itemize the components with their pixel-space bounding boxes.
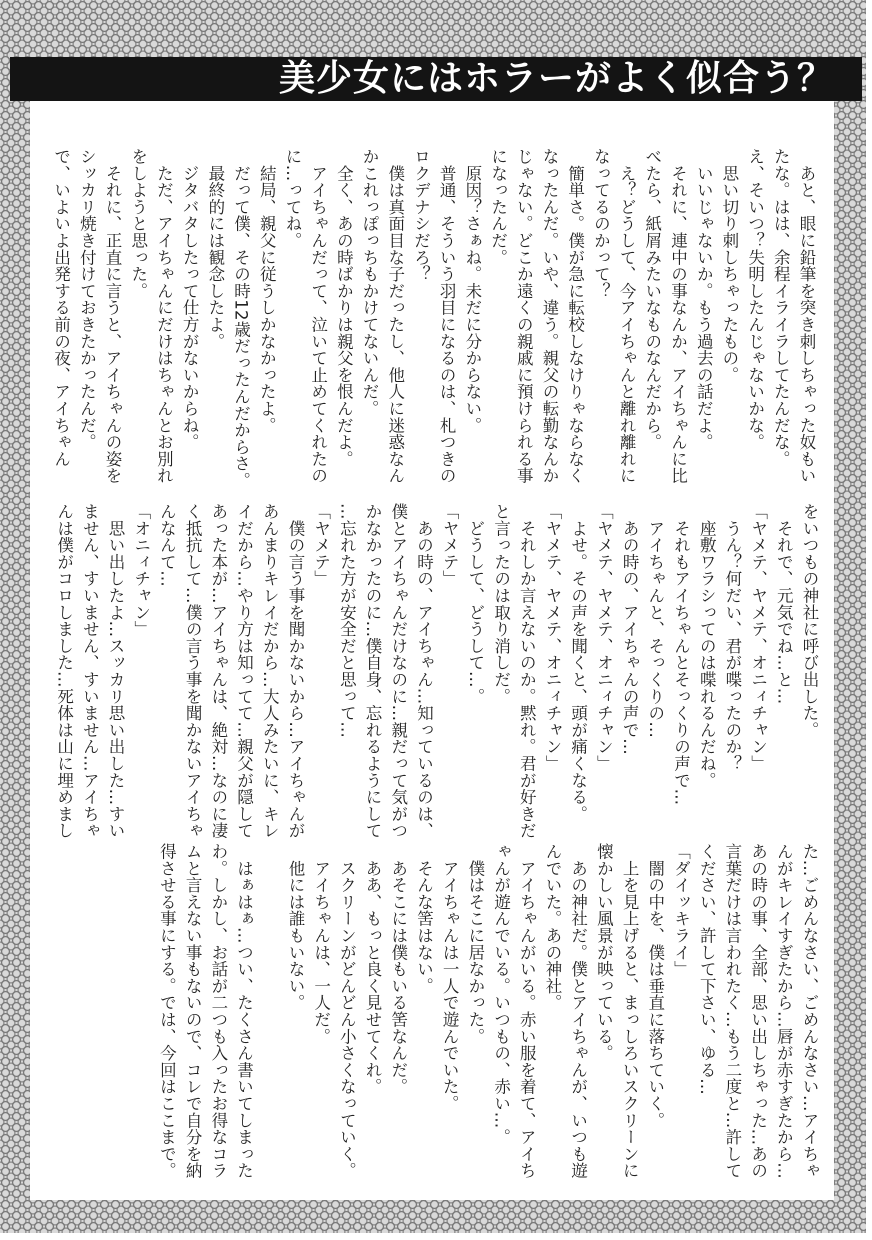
text-line: あの時の、アイちゃん…知っているのは、 bbox=[414, 503, 434, 839]
text-line: あの時の、アイちゃんの声で… bbox=[620, 503, 640, 755]
text-line: あんまりキレイだから…大人みたいに、キレ bbox=[260, 503, 280, 839]
text-line: え？どうして、今アイちゃんと離れ離れに bbox=[617, 148, 637, 484]
text-line: 「ダイッキライ」 bbox=[671, 843, 691, 978]
text-line: アイちゃんだって、泣いて止めてくれたの bbox=[308, 148, 328, 484]
text-line: それで、元気でね…と… bbox=[774, 503, 794, 705]
text-line: それに、連中の事なんか、アイちゃんに比 bbox=[668, 148, 688, 484]
text-line: 他には誰もいない。 bbox=[285, 843, 305, 1011]
text-line: それに、正直に言うと、アイちゃんの姿を bbox=[103, 148, 123, 484]
text-line: 結局、親父に従うしかなかったよ。 bbox=[257, 148, 277, 434]
text-line: ただ、アイちゃんにだけはちゃんとお別れ bbox=[154, 148, 174, 484]
text-line: なってるのかって？ bbox=[591, 148, 611, 300]
text-line: 「ヤメテ、ヤメテ、オニィチャン」 bbox=[594, 503, 614, 772]
text-line: あの時の事、全部、思い出しちゃった…あの bbox=[748, 843, 768, 1179]
text-line: うん？何だい、君が喋ったのか？ bbox=[722, 503, 742, 772]
text-line: アイちゃんは、一人だ。 bbox=[311, 843, 331, 1045]
text-block-3 bbox=[154, 843, 822, 1183]
text-line: 言葉だけは言われたく…もう二度と…許して bbox=[722, 843, 742, 1179]
text-block-1 bbox=[48, 148, 819, 493]
text-line: いいじゃないか。もう過去の話だよ。 bbox=[694, 148, 714, 451]
text-line: 上を見上げると、まっしろいスクリーンに bbox=[620, 843, 640, 1179]
text-line: た…ごめんなさい、ごめんなさい…アイちゃ bbox=[800, 843, 819, 1179]
text-line: ください、許して下さい、ゆる… bbox=[697, 843, 717, 1095]
text-line: 最終的には観念したよ。 bbox=[205, 148, 225, 350]
text-line: で、いよいよ出発する前の夜、アイちゃん bbox=[51, 148, 71, 468]
text-line: かこれっぽっちもかけてないんだ。 bbox=[360, 148, 380, 417]
text-line: 「オニィチャン」 bbox=[131, 503, 151, 638]
text-line: どうして、どうして…。 bbox=[465, 503, 485, 705]
text-line: ムと言えない事もないので、コレで自分を納 bbox=[183, 843, 203, 1179]
text-line: 闇の中を、僕は垂直に落ちていく。 bbox=[645, 843, 665, 1129]
text-line: え、そいつ？失明したんじゃないかな。 bbox=[745, 148, 765, 451]
text-line: に…ってね。 bbox=[282, 148, 302, 249]
text-line: ああ、もっと良く見せてくれ。 bbox=[363, 843, 383, 1095]
text-line: あった本が…アイちゃんは、絶対…なのに凄 bbox=[208, 503, 228, 839]
text-line: シッカリ焼き付けておきたかったんだ。 bbox=[77, 148, 97, 451]
text-line: をしようと思った。 bbox=[128, 148, 148, 300]
text-line: 「ヤメテ、ヤメテ、オニィチャン」 bbox=[542, 503, 562, 772]
text-line: 僕はそこに居なかった。 bbox=[465, 843, 485, 1045]
text-line: ゃんが遊んでいる。いつもの、赤い…。 bbox=[491, 843, 511, 1146]
text-line: 「ヤメテ、ヤメテ、オニィチャン」 bbox=[748, 503, 768, 772]
text-line: あと、眼に鉛筆を突き刺しちゃった奴もい bbox=[797, 148, 816, 484]
text-line: なったんだ。いや、違う。親父の転勤なんか bbox=[539, 148, 559, 484]
text-line: んは僕がコロしました…死体は山に埋めまし bbox=[54, 503, 74, 839]
page-title: 美少女にはホラーがよく似合う？ bbox=[278, 58, 834, 99]
text-line: 座敷ワラシってのは喋れるんだね。 bbox=[697, 503, 717, 789]
text-line: ジタバタしたって仕方がないからね。 bbox=[180, 148, 200, 451]
text-line: をいつもの神社に呼び出した。 bbox=[800, 503, 819, 739]
text-line: スクリーンがどんどん小さくなっていく。 bbox=[337, 843, 357, 1179]
text-line: はぁはぁ…つい、たくさん書いてしまった bbox=[234, 843, 254, 1179]
text-line: よせ。その声を聞くと、頭が痛くなる。 bbox=[568, 503, 588, 823]
text-line: アイちゃんは一人で遊んでいた。 bbox=[440, 843, 460, 1112]
text-line: べたら、紙屑みたいなものなんだから。 bbox=[642, 148, 662, 451]
text-line: ません、すいません、すいません…アイちゃ bbox=[80, 503, 100, 839]
text-line: 「ヤメテ」 bbox=[311, 503, 331, 587]
text-line: 僕の言う事を聞かないから…アイちゃんが bbox=[285, 503, 305, 839]
text-line: かなかったのに…僕自身、忘れるようにして bbox=[363, 503, 383, 839]
text-line: ロクデナシだろ？ bbox=[411, 148, 431, 283]
text-line: わ。しかし、お話が二つも入ったお得なコラ bbox=[208, 843, 228, 1179]
text-line: と言ったのは取り消しだ。 bbox=[491, 503, 511, 705]
text-line: 懐かしい風景が映っている。 bbox=[594, 843, 614, 1062]
text-line: だって僕、その時12歳だったんだからさ。 bbox=[231, 148, 251, 489]
text-line: あそこには僕もいる筈なんだ。 bbox=[388, 843, 408, 1095]
text-line: 得させる事にする。では、今回はここまで。 bbox=[157, 843, 177, 1179]
text-line: イだから…やり方は知ってて…親父が隠して bbox=[234, 503, 254, 839]
text-line: 僕とアイちゃんだけなのに…親だって気がつ bbox=[388, 503, 408, 839]
text-block-2 bbox=[51, 503, 822, 843]
text-line: になったんだ。 bbox=[488, 148, 508, 266]
text-line: んなんて… bbox=[157, 503, 177, 587]
text-line: それもアイちゃんとそっくりの声で… bbox=[671, 503, 691, 806]
text-line: アイちゃんがいる。赤い服を着て、アイち bbox=[517, 843, 537, 1179]
text-line: じゃない。どこか遠くの親戚に預けられる事 bbox=[514, 148, 534, 484]
text-line: …忘れた方が安全だと思って… bbox=[337, 503, 357, 739]
title-bar bbox=[10, 57, 862, 101]
text-line: そんな筈はない。 bbox=[414, 843, 434, 995]
text-line: 普通、そういう羽目になるのは、札つきの bbox=[437, 148, 457, 484]
text-line: たな。はは、余程イライラしてたんだな。 bbox=[771, 148, 791, 468]
text-line: く抵抗して…僕の言う事を聞かないアイちゃ bbox=[183, 503, 203, 839]
text-line: んがキレイすぎたから…唇が赤すぎたから… bbox=[774, 843, 794, 1179]
text-line: 僕は真面目な子だったし、他人に迷惑なん bbox=[385, 148, 405, 484]
text-line: アイちゃんと、そっくりの… bbox=[645, 503, 665, 739]
text-line: 全く、あの時ばかりは親父を恨んだよ。 bbox=[334, 148, 354, 468]
text-line: あの神社だ。僕とアイちゃんが、いつも遊 bbox=[568, 843, 588, 1179]
text-line: 思い出したよ…スッカリ思い出した…すい bbox=[106, 503, 126, 839]
text-line: 思い切り刺しちゃったもの。 bbox=[719, 148, 739, 384]
text-line: 「ヤメテ」 bbox=[440, 503, 460, 587]
text-line: んでいた。あの神社。 bbox=[542, 843, 562, 1011]
text-line: それしか言えないのか。黙れ。君が好きだ bbox=[517, 503, 537, 839]
text-line bbox=[257, 843, 283, 1183]
text-line: 原因？さぁね。未だに分からない。 bbox=[462, 148, 482, 434]
text-line: 簡単さ。僕が急に転校しなけりゃならなく bbox=[565, 148, 585, 484]
